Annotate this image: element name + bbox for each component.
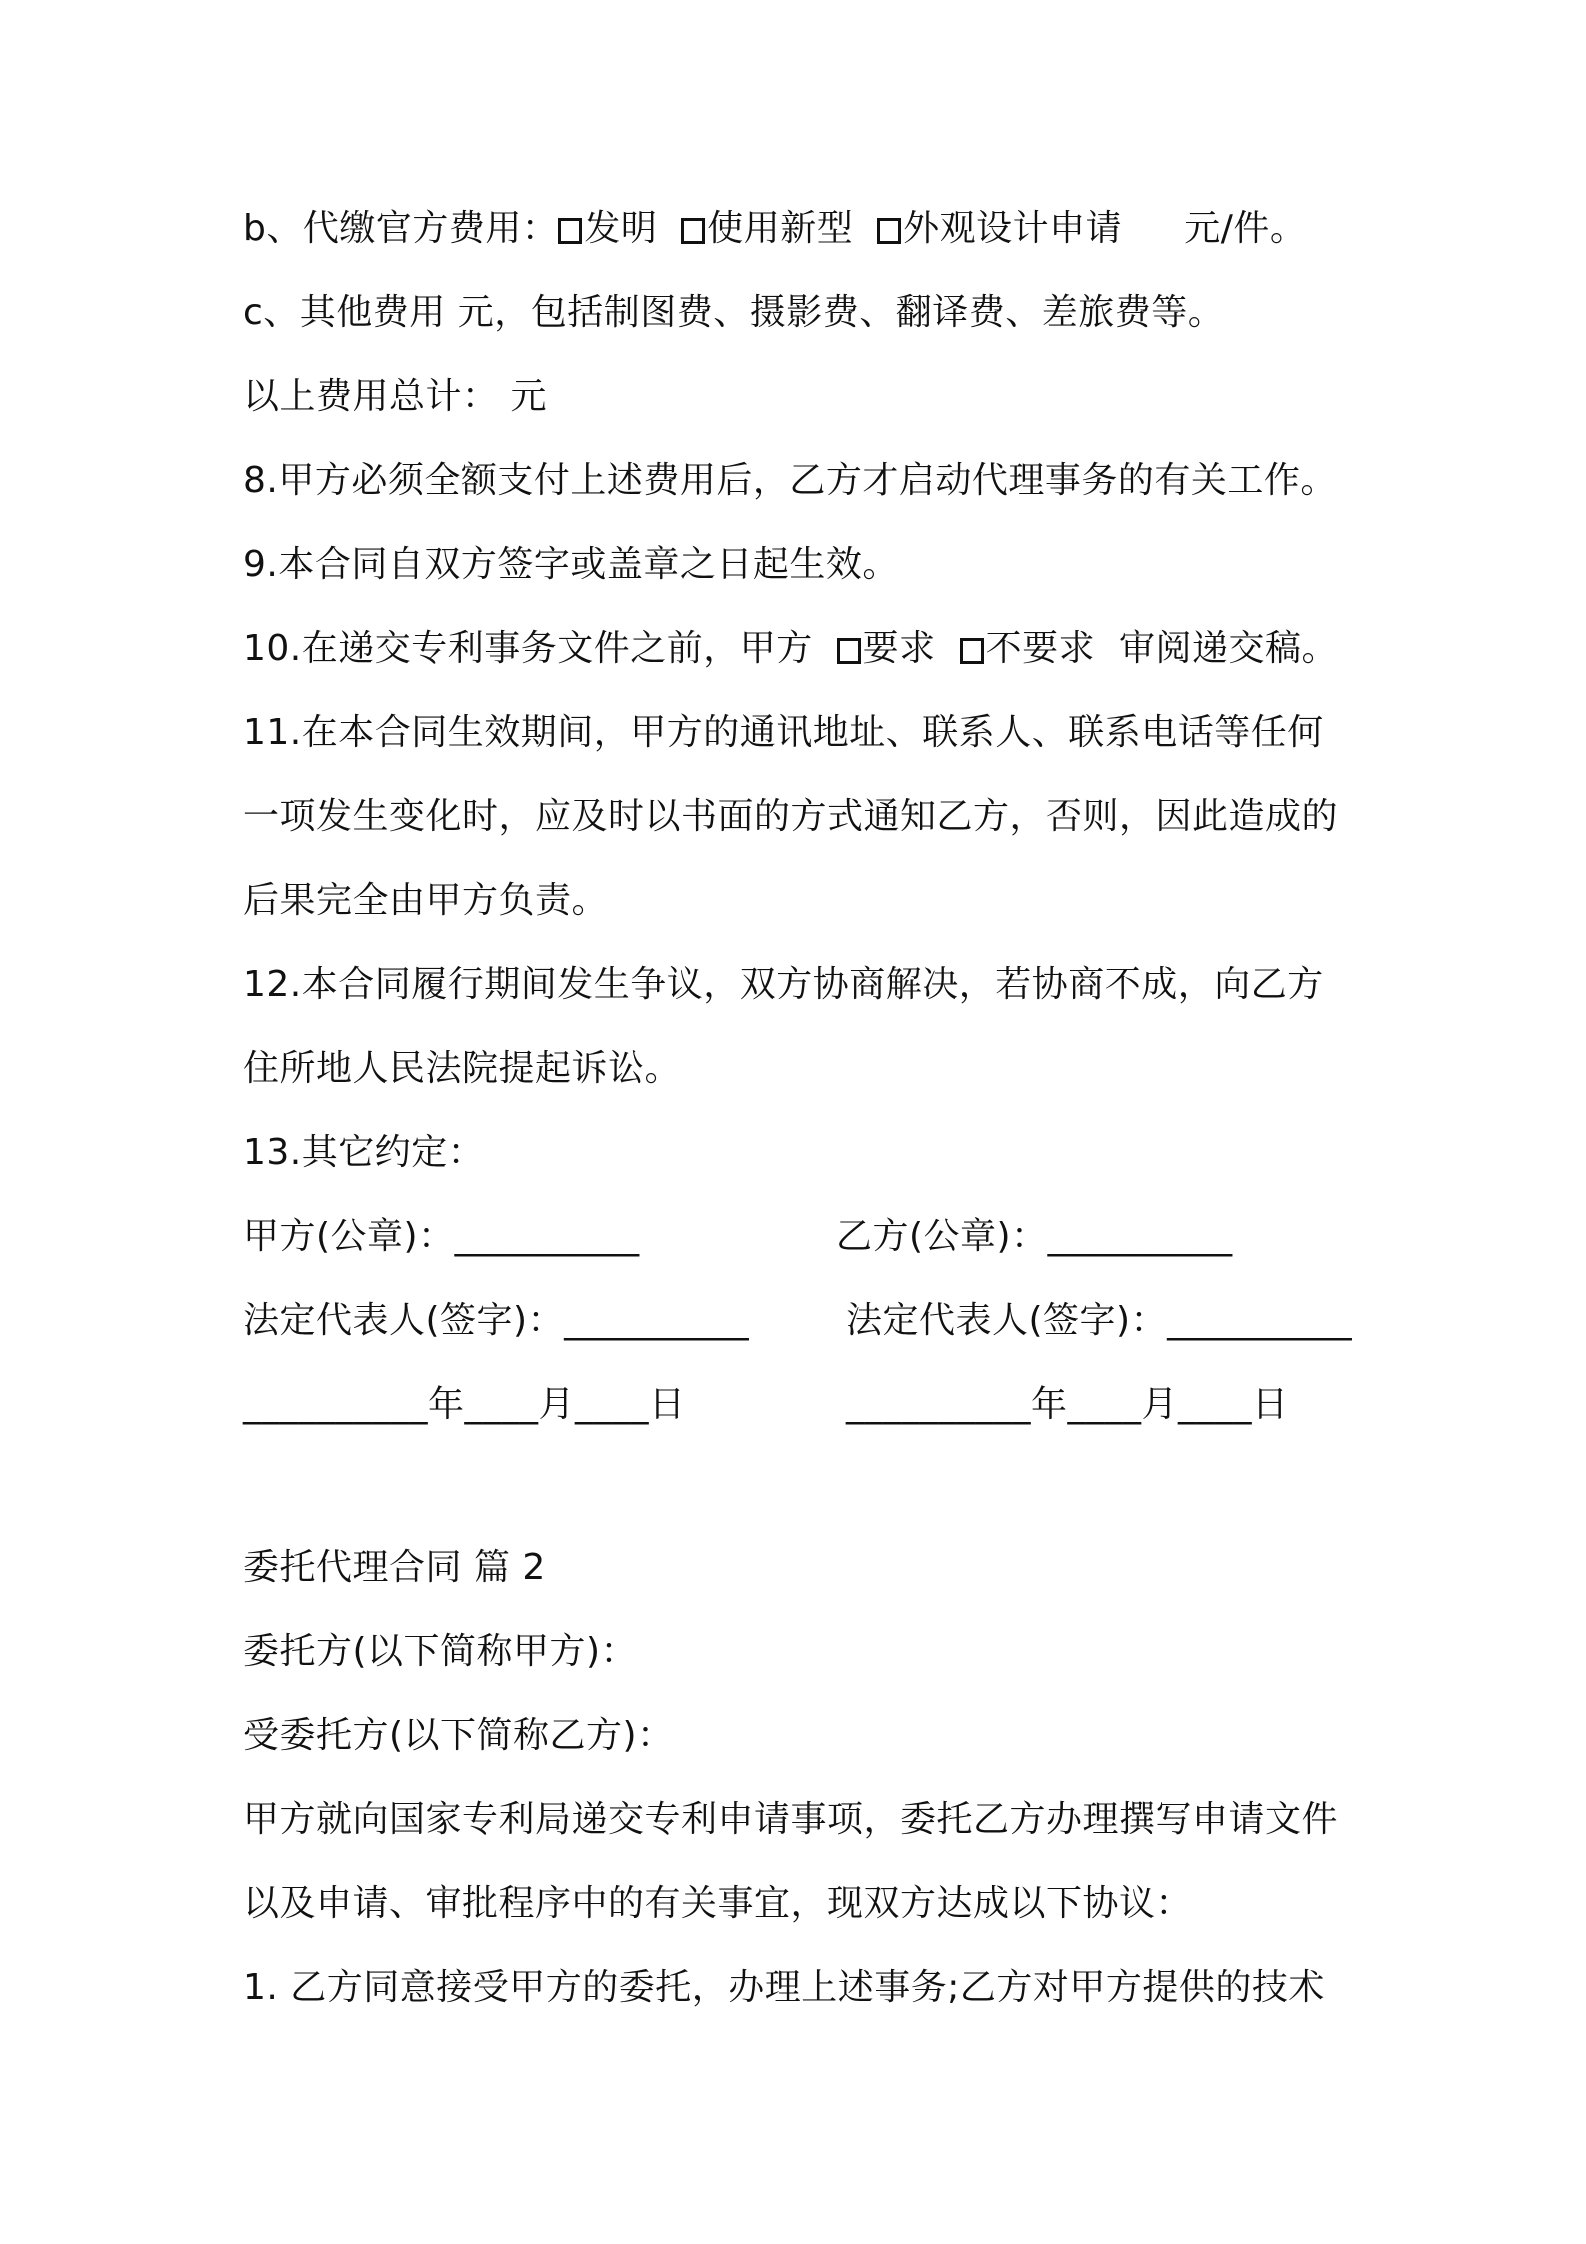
clause-12-line-2: 住所地人民法院提起诉讼。 — [243, 1048, 682, 1089]
section-2-title: 委托代理合同 篇 2 — [243, 1547, 546, 1588]
clause-10-option-not-require: 不要求 — [985, 628, 1096, 669]
party-b-representative: 法定代表人(签字)：__________ — [846, 1300, 1353, 1341]
fee-official-line — [243, 207, 1306, 251]
checkbox-icon — [877, 218, 901, 244]
clause-10-suffix: 审阅递交稿。 — [1118, 628, 1338, 669]
clause-11-line-3: 后果完全由甲方负责。 — [243, 880, 609, 921]
checkbox-icon — [960, 638, 984, 664]
fee-total-line: 以上费用总计： 元 — [243, 376, 547, 417]
party-a-representative: 法定代表人(签字)：__________ — [243, 1300, 750, 1341]
clause-13: 13.其它约定： — [243, 1132, 485, 1173]
fee-official-suffix: 元/件。 — [1184, 208, 1307, 249]
party-a-seal: 甲方(公章)：__________ — [243, 1216, 640, 1257]
intro-line-1: 甲方就向国家专利局递交专利申请事项，委托乙方办理撰写申请文件 — [243, 1799, 1339, 1840]
clause-11-line-1: 11.在本合同生效期间，甲方的通讯地址、联系人、联系电话等任何 — [243, 712, 1324, 753]
intro-line-2: 以及申请、审批程序中的有关事宜，现双方达成以下协议： — [243, 1883, 1193, 1924]
agent-line: 受委托方(以下简称乙方)： — [243, 1715, 674, 1756]
fee-option-design: 外观设计申请 — [903, 208, 1123, 249]
checkbox-icon — [837, 638, 861, 664]
party-a-date: __________年____月____日 — [243, 1384, 686, 1425]
fee-other-line: c、其他费用 元，包括制图费、摄影费、翻译费、差旅费等。 — [243, 292, 1225, 333]
clause-10-prefix: 10.在递交专利事务文件之前，甲方 — [243, 628, 813, 669]
fee-option-utility: 使用新型 — [707, 208, 854, 249]
clause-12-line-1: 12.本合同履行期间发生争议，双方协商解决，若协商不成，向乙方 — [243, 964, 1324, 1005]
clause-8: 8.甲方必须全额支付上述费用后，乙方才启动代理事务的有关工作。 — [243, 460, 1337, 501]
checkbox-icon — [558, 218, 582, 244]
fee-official-prefix: b、代缴官方费用： — [243, 208, 559, 249]
client-line: 委托方(以下简称甲方)： — [243, 1631, 638, 1672]
clause-10-option-require: 要求 — [862, 628, 936, 669]
checkbox-icon — [681, 218, 705, 244]
clause-11-line-2: 一项发生变化时，应及时以书面的方式通知乙方，否则，因此造成的 — [243, 796, 1339, 837]
fee-option-invention: 发明 — [584, 208, 658, 249]
clause-9: 9.本合同自双方签字或盖章之日起生效。 — [243, 544, 899, 585]
clause-10 — [243, 627, 1338, 671]
party-b-date: __________年____月____日 — [846, 1384, 1289, 1425]
item-1-line: 1. 乙方同意接受甲方的委托，办理上述事务;乙方对甲方提供的技术 — [243, 1967, 1325, 2008]
party-b-seal: 乙方(公章)：__________ — [836, 1216, 1233, 1257]
